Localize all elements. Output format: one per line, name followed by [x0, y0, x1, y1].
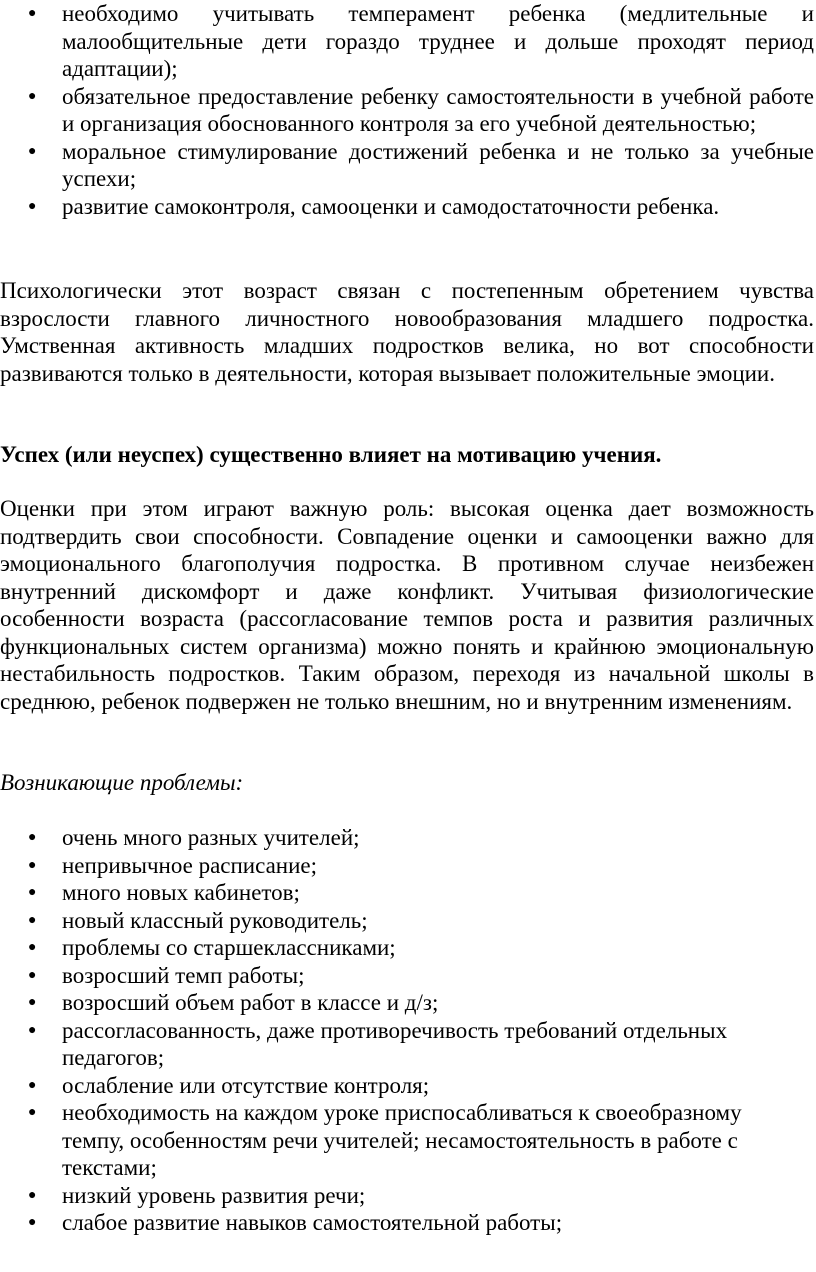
list-item: ● развитие самоконтроля, самооценки и самодостаточности ребенка. [28, 193, 720, 219]
bullet-icon: ● [28, 995, 37, 1010]
problems-list [0, 824, 780, 1237]
bullet-icon: ● [28, 1105, 37, 1120]
heading-success-motivation: Успех (или неуспех) существенно влияет на мотивацию учения. [0, 442, 662, 467]
recommendations-list [0, 0, 814, 220]
list-item: ● возросший темп работы; [28, 962, 305, 988]
list-item: ● необходимость на каждом уроке приспосабливаться к своеобразному темпу, особенностям речи учителей; несамостоятельность в работе с текстами; [28, 1100, 742, 1180]
list-item: ● очень много разных учителей; [28, 825, 360, 850]
list-item: ● проблемы со старшеклассниками; [28, 935, 396, 960]
list-item: ● обязательное предоставление ребенку самостоятельности в учебной работе и организация обоснованного контроля за его учебной деятельностью; [28, 83, 814, 136]
list-item: ● слабое развитие навыков самостоятельной работы; [28, 1210, 563, 1235]
list-item: ● непривычное расписание; [28, 852, 318, 878]
list-item: ● возросший объем работ в классе и д/з; [28, 990, 439, 1015]
bullet-icon: ● [28, 912, 37, 928]
bullet-icon: ● [28, 143, 37, 159]
bullet-icon: ● [28, 885, 37, 900]
bullet-icon: ● [28, 6, 37, 21]
list-item: ● низкий уровень развития речи; [28, 1182, 366, 1208]
bullet-icon: ● [28, 967, 37, 983]
heading-problems: Возникающие проблемы: [0, 770, 244, 795]
bullet-icon: ● [28, 940, 37, 955]
bullet-icon: ● [28, 857, 37, 873]
bullet-icon: ● [28, 88, 37, 104]
list-item: ● ослабление или отсутствие контроля; [28, 1072, 430, 1098]
bullet-icon: ● [28, 1215, 37, 1230]
list-item: ● моральное стимулирование достижений ребенка и не только за учебные успехи; [28, 138, 814, 191]
list-item: ● много новых кабинетов; [28, 880, 300, 905]
bullet-icon: ● [28, 1022, 37, 1038]
bullet-icon: ● [28, 198, 37, 214]
list-item: ● новый классный руководитель; [28, 907, 368, 933]
bullet-icon: ● [28, 1077, 37, 1093]
paragraph-psychology: Психологически этот возраст связан с постепенным обретением чувства взрослости главного личностного новообразования младшего подростка. Умственная активность младших подростков велика, но вот способности развиваются только в деятельности, которая вызывает положительные эмоции. [0, 278, 814, 386]
paragraph-grades: Оценки при этом играют важную роль: высокая оценка дает возможность подтвердить свои способности. Совпадение оценки и самооценки важно для эмоционального благополучия подростка. В противном случае неизбежен внутренний дискомфорт и даже конфликт. Учитывая физиологические особенности возраста (рассогласование темпов роста и развития различных функциональных систем организма) можно понять и крайнюю эмоциональную нестабильность подростков. Таким образом, переходя из начальной школы в среднюю, ребенок подвержен не только внешним, но и внутренним изменениям. [0, 496, 814, 714]
bullet-icon: ● [28, 1187, 37, 1203]
list-item: ● необходимо учитывать темперамент ребенка (медлительные и малообщительные дети гораздо труднее и дольше проходят период адаптации); [28, 1, 814, 81]
list-item: ● рассогласованность, даже противоречивость требований отдельных педагогов; [28, 1017, 728, 1070]
bullet-icon: ● [28, 830, 37, 845]
